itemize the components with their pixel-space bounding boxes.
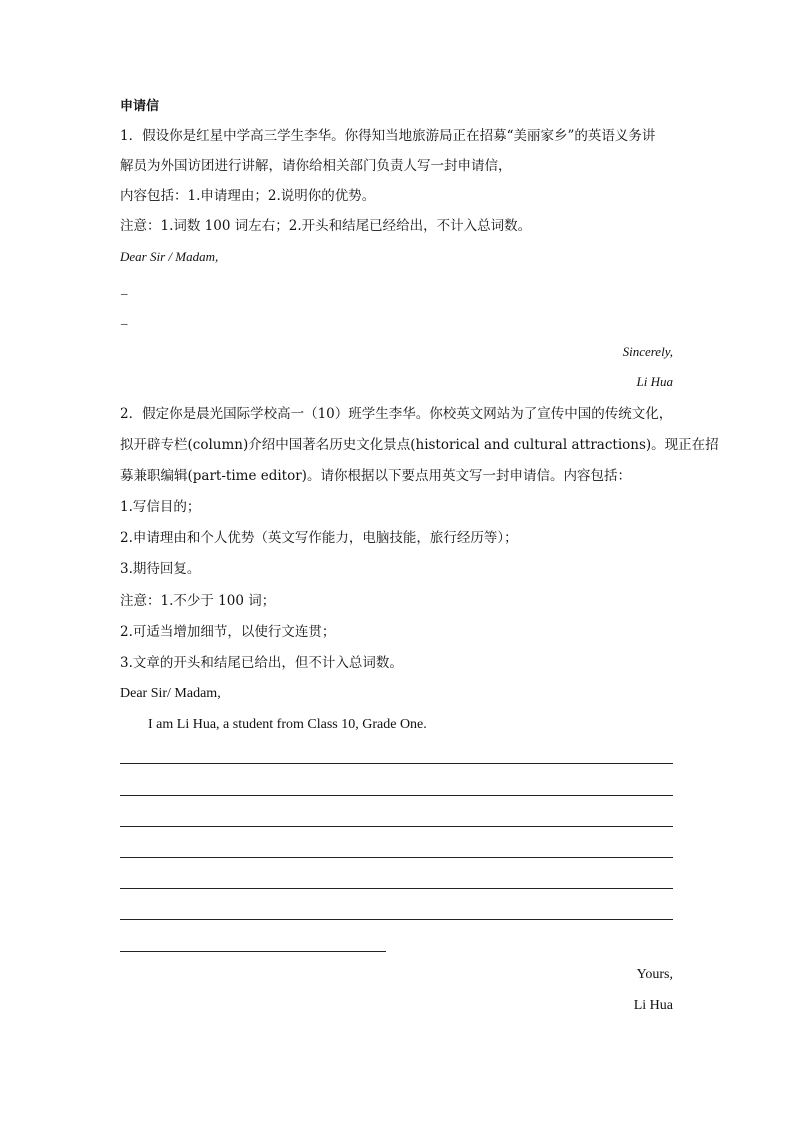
q1-greeting: Dear Sir / Madam,	[120, 249, 219, 264]
q2-note-3: 3.文章的开头和结尾已给出，但不计入总词数。	[120, 655, 403, 671]
q2-opening-sentence: I am Li Hua, a student from Class 10, Grade One.	[148, 717, 427, 732]
q2-note-2: 2.可适当增加细节，以使行文连贯；	[120, 624, 336, 640]
q1-line-3: 内容包括：1.申请理由；2.说明你的优势。	[120, 188, 376, 204]
q2-point-3: 3.期待回复。	[120, 561, 201, 577]
q1-blank-2: _	[121, 311, 128, 326]
section-title: 申请信	[120, 99, 160, 114]
q1-closing: Sincerely,	[622, 344, 673, 359]
q2-point-1: 1.写信目的；	[120, 499, 201, 515]
q2-point-2: 2.申请理由和个人优势（英文写作能力，电脑技能，旅行经历等）；	[120, 530, 518, 546]
q2-line-2: 拟开辟专栏(column)介绍中国著名历史文化景点(historical and cultural attractions)。现正在招	[120, 437, 719, 453]
q1-signature: Li Hua	[636, 374, 673, 389]
q1-blank-1: _	[121, 281, 128, 296]
writing-line-short[interactable]	[120, 951, 386, 952]
writing-line[interactable]	[120, 857, 673, 858]
q1-line-1: 1．假设你是红星中学高三学生李华。你得知当地旅游局正在招募“美丽家乡”的英语义务讲	[120, 128, 656, 144]
q2-signature: Li Hua	[633, 998, 673, 1013]
q2-line-1: 2．假定你是晨光国际学校高一（10）班学生李华。你校英文网站为了宣传中国的传统文化，	[120, 406, 673, 422]
writing-line[interactable]	[120, 795, 673, 796]
writing-line[interactable]	[120, 919, 673, 920]
q2-line-3: 募兼职编辑(part-time editor)。请你根据以下要点用英文写一封申请信。内容包括：	[120, 468, 631, 484]
q2-note-1: 注意：1.不少于 100 词；	[120, 593, 276, 609]
q1-line-2: 解员为外国访团进行讲解，请你给相关部门负责人写一封申请信，	[120, 158, 512, 174]
writing-line[interactable]	[120, 888, 673, 889]
writing-line[interactable]	[120, 826, 673, 827]
q1-line-4: 注意：1.词数 100 词左右；2.开头和结尾已经给出，不计入总词数。	[120, 218, 532, 234]
q2-closing: Yours,	[636, 967, 673, 982]
writing-line[interactable]	[120, 763, 673, 764]
q2-greeting: Dear Sir/ Madam,	[120, 686, 221, 701]
